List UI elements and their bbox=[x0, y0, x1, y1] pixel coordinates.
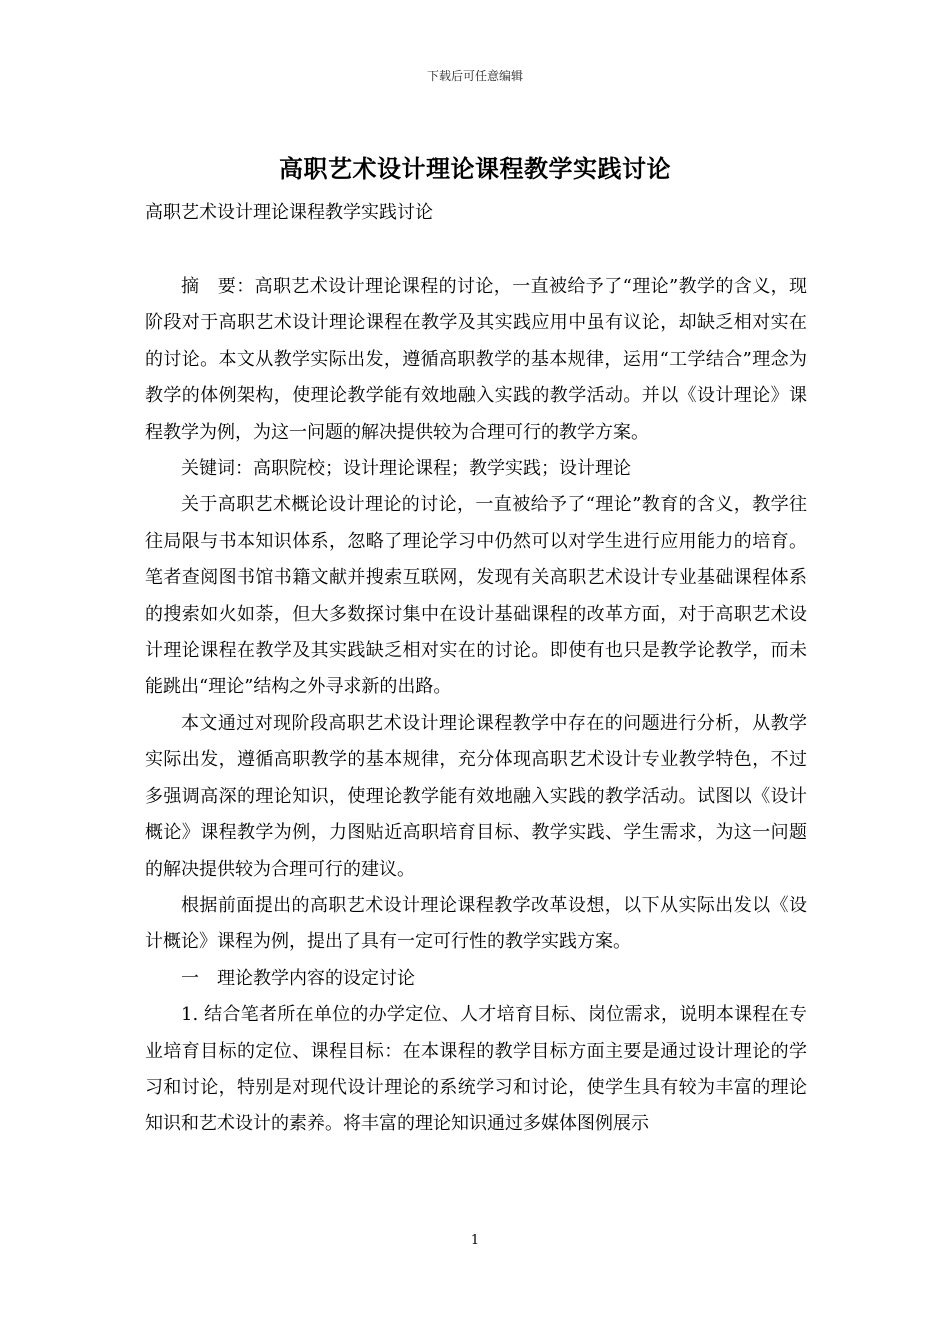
body-paragraph: 1. 结合笔者所在单位的办学定位、人才培育目标、岗位需求，说明本课程在专业培育目标的定位、课程目标：在本课程的教学目标方面主要是通过设计理论的学习和讨论，特别是对现代设计理论的系统学习和讨论，使学生具有较为丰富的理论知识和艺术设计的素养。将丰富的理论知识通过多媒体图例展示 bbox=[145, 1004, 807, 1135]
document-body bbox=[145, 269, 807, 1143]
document-title: 高职艺术设计理论课程教学实践讨论 bbox=[279, 154, 671, 183]
header-note: 下载后可任意编辑 bbox=[426, 69, 523, 83]
page-number: 1 bbox=[470, 1233, 480, 1248]
body-paragraph: 根据前面提出的高职艺术设计理论课程教学改革设想，以下从实际出发以《设计概论》课程为例，提出了具有一定可行性的教学实践方案。 bbox=[145, 894, 807, 953]
body-paragraph: 关于高职艺术概论设计理论的讨论，一直被给予了“理论”教育的含义，教学往往局限与书本知识体系，忽略了理论学习中仍然可以对学生进行应用能力的培育。笔者查阅图书馆书籍文献并搜索互联网，发现有关高职艺术设计专业基础课程体系的搜索如火如荼，但大多数探讨集中在设计基础课程的改革方面，对于高职艺术设计理论课程在教学及其实践缺乏相对实在的讨论。即使有也只是教学论教学，而未能跳出“理论”结构之外寻求新的出路。 bbox=[145, 494, 807, 698]
abstract-paragraph: 摘 要：高职艺术设计理论课程的讨论，一直被给予了“理论”教学的含义，现阶段对于高职艺术设计理论课程在教学及其实践应用中虽有议论，却缺乏相对实在的讨论。本文从教学实际出发，遵循高职教学的基本规律，运用“工学结合”理念为教学的体例架构，使理论教学能有效地融入实践的教学活动。并以《设计理论》课程教学为例，为这一问题的解决提供较为合理可行的教学方案。 bbox=[145, 276, 807, 443]
section-heading: 一 理论教学内容的设定讨论 bbox=[181, 967, 415, 989]
document-subtitle: 高职艺术设计理论课程教学实践讨论 bbox=[145, 202, 433, 223]
keywords-paragraph: 关键词：高职院校；设计理论课程；教学实践；设计理论 bbox=[181, 458, 631, 480]
body-paragraph: 本文通过对现阶段高职艺术设计理论课程教学中存在的问题进行分析，从教学实际出发，遵循高职教学的基本规律，充分体现高职艺术设计专业教学特色，不过多强调高深的理论知识，使理论教学能有效地融入实践的教学活动。试图以《设计概论》课程教学为例，力图贴近高职培育目标、教学实践、学生需求，为这一问题的解决提供较为合理可行的建议。 bbox=[145, 712, 807, 880]
